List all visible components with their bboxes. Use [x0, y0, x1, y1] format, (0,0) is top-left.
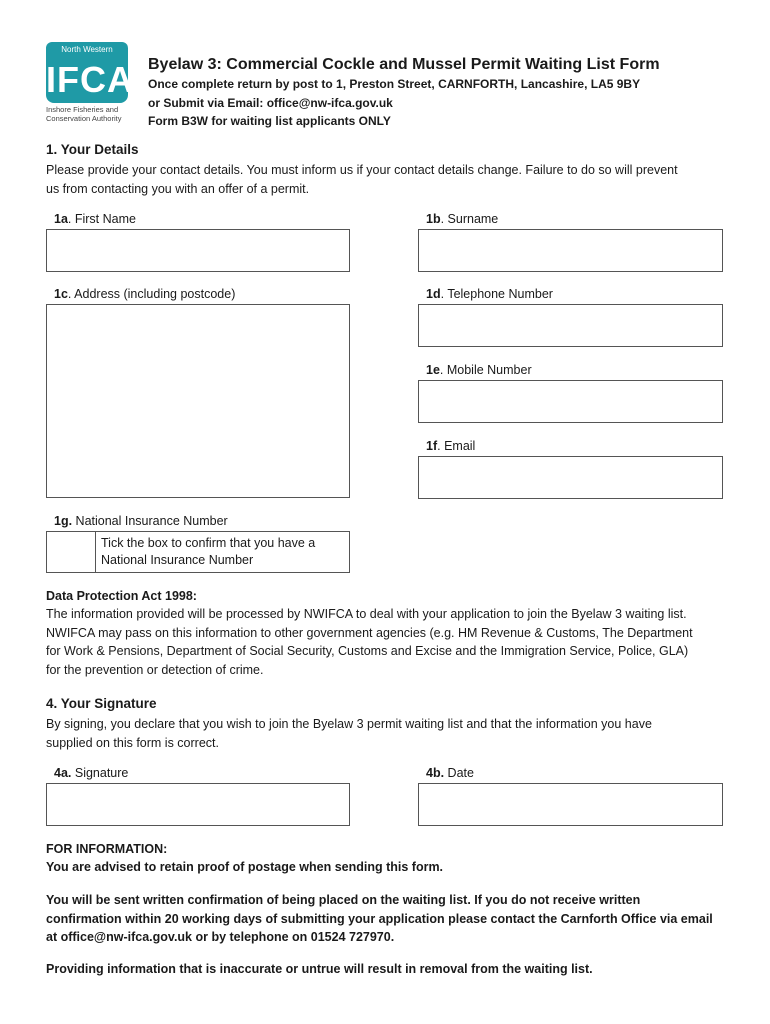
submit-email: or Submit via Email: office@nw-ifca.gov.uk [148, 96, 393, 110]
intro-line-1: Please provide your contact details. You must inform us if your contact details change. Failure to do so will prevent [46, 163, 678, 177]
mobile-field[interactable] [418, 380, 723, 423]
date-field[interactable] [418, 783, 723, 826]
ni-checkbox[interactable] [47, 532, 96, 572]
ifca-logo [46, 42, 134, 126]
telephone-label: 1d. Telephone Number [426, 287, 553, 301]
intro-line-2: us from contacting you with an offer of a permit. [46, 181, 310, 196]
mobile-label: 1e. Mobile Number [426, 363, 532, 377]
ni-confirm-row [46, 531, 350, 573]
logo-main-text: IFCA [46, 57, 128, 103]
section-1-intro [46, 161, 726, 198]
sig-intro-line-1: By signing, you declare that you wish to join the Byelaw 3 permit waiting list and that the information you have [46, 717, 652, 731]
sig-intro-line-2: supplied on this form is correct. [46, 735, 219, 750]
info-warning: Providing information that is inaccurate or untrue will result in removal from the waiting list. [46, 962, 593, 976]
email-label: 1f. Email [426, 439, 476, 453]
info-confirmation [46, 891, 726, 947]
data-protection-heading: Data Protection Act 1998: [46, 589, 197, 603]
email-field[interactable] [418, 456, 723, 499]
logo-sub-text: Inshore Fisheries and Conservation Authority [46, 105, 122, 123]
address-label: 1c. Address (including postcode) [54, 287, 236, 301]
logo-top-text: North Western [46, 42, 128, 57]
info-postage: You are advised to retain proof of postage when sending this form. [46, 860, 444, 874]
confirm-line-2: confirmation within 20 working days of submitting your application please contact the Carnforth Office via email [46, 911, 713, 926]
dp-line-3: for Work & Pensions, Department of Social Security, Customs and Excise and the Immigration Service, Police, GLA) [46, 644, 689, 658]
signature-label: 4a. Signature [54, 766, 129, 780]
section-1-heading: 1. Your Details [46, 142, 139, 157]
first-name-label: 1a. First Name [54, 212, 136, 226]
info-heading: FOR INFORMATION: [46, 842, 168, 856]
dp-line-4: for the prevention or detection of crime. [46, 662, 264, 677]
address-field[interactable] [46, 304, 350, 498]
first-name-field[interactable] [46, 229, 350, 272]
section-4-heading: 4. Your Signature [46, 696, 157, 711]
signature-field[interactable] [46, 783, 350, 826]
ni-label: 1g. National Insurance Number [54, 514, 228, 528]
surname-label: 1b. Surname [426, 212, 499, 226]
data-protection-text [46, 605, 726, 679]
telephone-field[interactable] [418, 304, 723, 347]
surname-field[interactable] [418, 229, 723, 272]
ni-checkbox-text: Tick the box to confirm that you have a National Insurance Number [101, 536, 316, 567]
form-code: Form B3W for waiting list applicants ONLY [148, 114, 391, 128]
dp-line-1: The information provided will be processed by NWIFCA to deal with your application to join the Byelaw 3 waiting list. [46, 607, 687, 621]
confirm-line-3: at office@nw-ifca.gov.uk or by telephone on 01524 727970. [46, 930, 395, 944]
dp-line-2: NWIFCA may pass on this information to other government agencies (e.g. HM Revenue & Customs, The Department [46, 625, 693, 640]
form-title: Byelaw 3: Commercial Cockle and Mussel Permit Waiting List Form [148, 56, 660, 73]
section-4-intro [46, 715, 726, 752]
date-label: 4b. Date [426, 766, 474, 780]
confirm-line-1: You will be sent written confirmation of being placed on the waiting list. If you do not receive written [46, 893, 641, 907]
return-address: Once complete return by post to 1, Preston Street, CARNFORTH, Lancashire, LA5 9BY [148, 77, 641, 91]
